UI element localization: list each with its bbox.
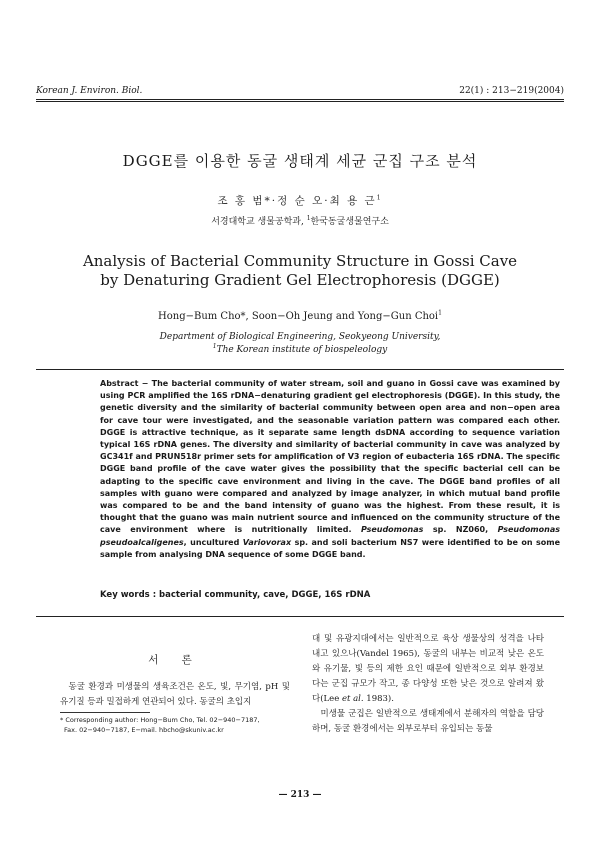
korean-affiliation — [0, 214, 600, 227]
journal-name: Korean J. Environ. Biol. — [36, 86, 143, 96]
english-title-line1: Analysis of Bacterial Community Structure in Gossi Cave — [82, 252, 518, 270]
intro-p1-italic: et al. — [341, 694, 364, 704]
abstract-italic-pseudoalcaligenes: Pseudomonas pseudoalcaligenes — [100, 525, 560, 547]
english-affiliation — [0, 331, 600, 357]
header-rule-2 — [36, 101, 564, 102]
abstract — [100, 378, 560, 561]
english-title — [40, 252, 560, 290]
intro-paragraph-1 — [312, 632, 544, 707]
english-affil-text: The Korean institute of biospeleology — [216, 345, 388, 355]
english-author-sup: 1 — [438, 309, 442, 317]
section-heading-intro: 서 론 — [148, 654, 202, 666]
footnote-rule — [60, 712, 150, 713]
korean-author-sup: 1 — [376, 194, 383, 202]
keywords: Key words : bacterial community, cave, DGGE, 16S rDNA — [100, 590, 371, 600]
abstract-rule — [36, 369, 564, 370]
korean-title: DGGE를 이용한 동굴 생태계 세균 군집 구조 분석 — [122, 152, 478, 170]
korean-author-names: 조 홍 범*·정 순 오·최 용 근 — [217, 195, 377, 207]
abstract-part2: sp. NZ060, — [423, 525, 498, 535]
english-author-names: Hong−Bum Cho*, Soon−Oh Jeung and Yong−Gun Choi — [158, 311, 439, 322]
citation: 22(1) : 213−219(2004) — [459, 86, 564, 96]
footnote — [60, 716, 300, 735]
english-title-line2: by Denaturing Gradient Gel Electrophoresis (DGGE) — [100, 271, 500, 289]
abstract-italic-pseudomonas: Pseudomonas — [360, 525, 424, 535]
abstract-part1: Abstract − The bacterial community of water stream, soil and guano in Gossi cave was examined by using PCR amplified the 16S rDNA−denaturing gradient gel electrophoresis (DGGE). In this study, the genetic diversity and the similarity of bacterial community between open area and non−open area for cave tour were investigated, and the seasonable variation pattern was compared each other. DGGE is attractive technique, as it separate same length dsDNA according to sequence variation typical 16S rDNA genes. The diversity and similarity of bacterial community in cave was analyzed by GC341f and PRUN518r primer sets for amplification of V3 region of eubacteria 16S rDNA. The specific DGGE band profile of the cave water gives the possibility that the specific bacterial cell can be adapting to the specific cave environment and living in the cave. The DGGE band profiles of all samples with guano were compared and analyzed by image analyzer, in which mutual band profile was compared to be and the band intensity of guano was the highest. From these result, it is thought that the guano was main nutrient source and influenced on the community structure of the cave environment where is nutritionally limited. — [100, 379, 560, 535]
korean-affil-2: 한국동굴생물연구소 — [310, 217, 389, 227]
abstract-italic-variovorax: Variovorax — [242, 537, 292, 547]
english-affil-line1: Department of Biological Engineering, Seokyeong University, — [159, 332, 441, 342]
intro-left-column: 동굴 환경과 미생물의 생육조건은 온도, 빛, 무기염, pH 및 유기질 등과 밀접하게 연관되어 있다. 동굴의 초입지 — [60, 682, 290, 707]
keywords-rule — [36, 616, 564, 617]
intro-right-column — [312, 632, 544, 737]
korean-authors — [0, 193, 600, 208]
running-head — [36, 84, 564, 98]
korean-affil-sup: 1 — [306, 215, 311, 222]
english-affil-line2 — [0, 344, 600, 357]
page-number: — 213 — — [278, 790, 322, 800]
footnote-line1: * Corresponding author: Hong−Bum Cho, Tel. 02−940−7187, — [60, 716, 260, 724]
footnote-line2: Fax. 02−940−7187, E−mail. hbcho@skuniv.ac.kr — [64, 725, 224, 734]
korean-affil-1: 서경대학교 생물공학과, — [211, 217, 307, 227]
intro-paragraph-2: 미생물 군집은 일반적으로 생태계에서 분해자의 역할을 담당하며, 동굴 환경에서는 외부로부터 유입되는 동물 — [312, 709, 544, 734]
english-affil-sup: 1 — [212, 343, 217, 350]
intro-p1-text: 대 및 유광지대에서는 일반적으로 육상 생물상의 성격을 나타내고 있으나(Vandel 1965), 동굴의 내부는 비교적 낮은 온도와 유기물, 빛 등의 제한 요인 때문에 일반적으로 외부 환경보다는 군집 규모가 작고, 종 다양성 또한 낮은 것으로 알려져 왔다(Lee — [312, 634, 544, 704]
intro-p1-end: 1983). — [363, 694, 394, 704]
abstract-part4: sp. and soli bacterium NS7 were identified to be on some sample from analysing DNA sequence of some DGGE band. — [100, 537, 560, 559]
english-authors — [0, 311, 600, 322]
abstract-part3: , uncultured — [183, 537, 243, 547]
header-rule-1 — [36, 99, 564, 100]
